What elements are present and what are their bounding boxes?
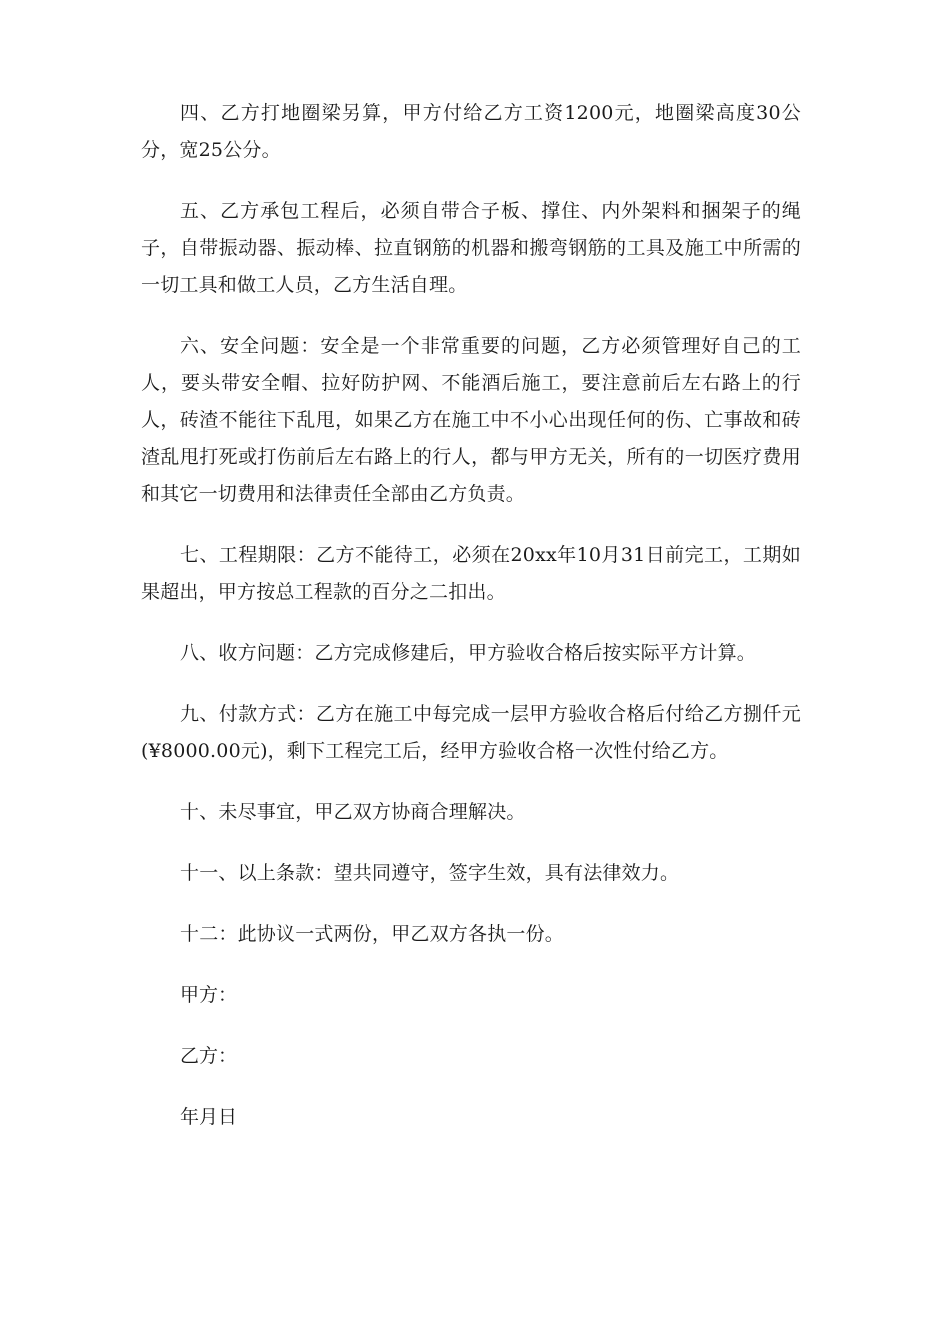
clause-5: 五、乙方承包工程后，必须自带合子板、撑住、内外架料和捆架子的绳子，自带振动器、振动棒、拉直钢筋的机器和搬弯钢筋的工具及施工中所需的一切工具和做工人员，乙方生活自理。 [141, 200, 801, 296]
date-line: 年月日 [180, 1106, 238, 1128]
clause-7: 七、工程期限：乙方不能待工，必须在20xx年10月31日前完工，工期如果超出，甲方按总工程款的百分之二扣出。 [141, 544, 801, 603]
clause-12: 十二：此协议一式两份，甲乙双方各执一份。 [180, 923, 565, 945]
clause-4: 四、乙方打地圈梁另算，甲方付给乙方工资1200元，地圈梁高度30公分，宽25公分。 [141, 102, 801, 161]
contract-body [141, 95, 801, 1160]
clause-8: 八、收方问题：乙方完成修建后，甲方验收合格后按实际平方计算。 [180, 642, 757, 664]
clause-10: 十、未尽事宜，甲乙双方协商合理解决。 [180, 801, 526, 823]
clause-6: 六、安全问题：安全是一个非常重要的问题，乙方必须管理好自己的工人，要头带安全帽、拉好防护网、不能酒后施工，要注意前后左右路上的行人，砖渣不能往下乱甩，如果乙方在施工中不小心出现任何的伤、亡事故和砖渣乱甩打死或打伤前后左右路上的行人，都与甲方无关，所有的一切医疗费用和其它一切费用和法律责任全部由乙方负责。 [141, 335, 801, 505]
clause-9: 九、付款方式：乙方在施工中每完成一层甲方验收合格后付给乙方捌仟元(¥8000.00元)，剩下工程完工后，经甲方验收合格一次性付给乙方。 [141, 703, 801, 762]
clause-11: 十一、以上条款：望共同遵守，签字生效，具有法律效力。 [180, 862, 680, 884]
party-b-signature-line: 乙方： [180, 1045, 238, 1067]
party-a-signature-line: 甲方： [180, 984, 238, 1006]
